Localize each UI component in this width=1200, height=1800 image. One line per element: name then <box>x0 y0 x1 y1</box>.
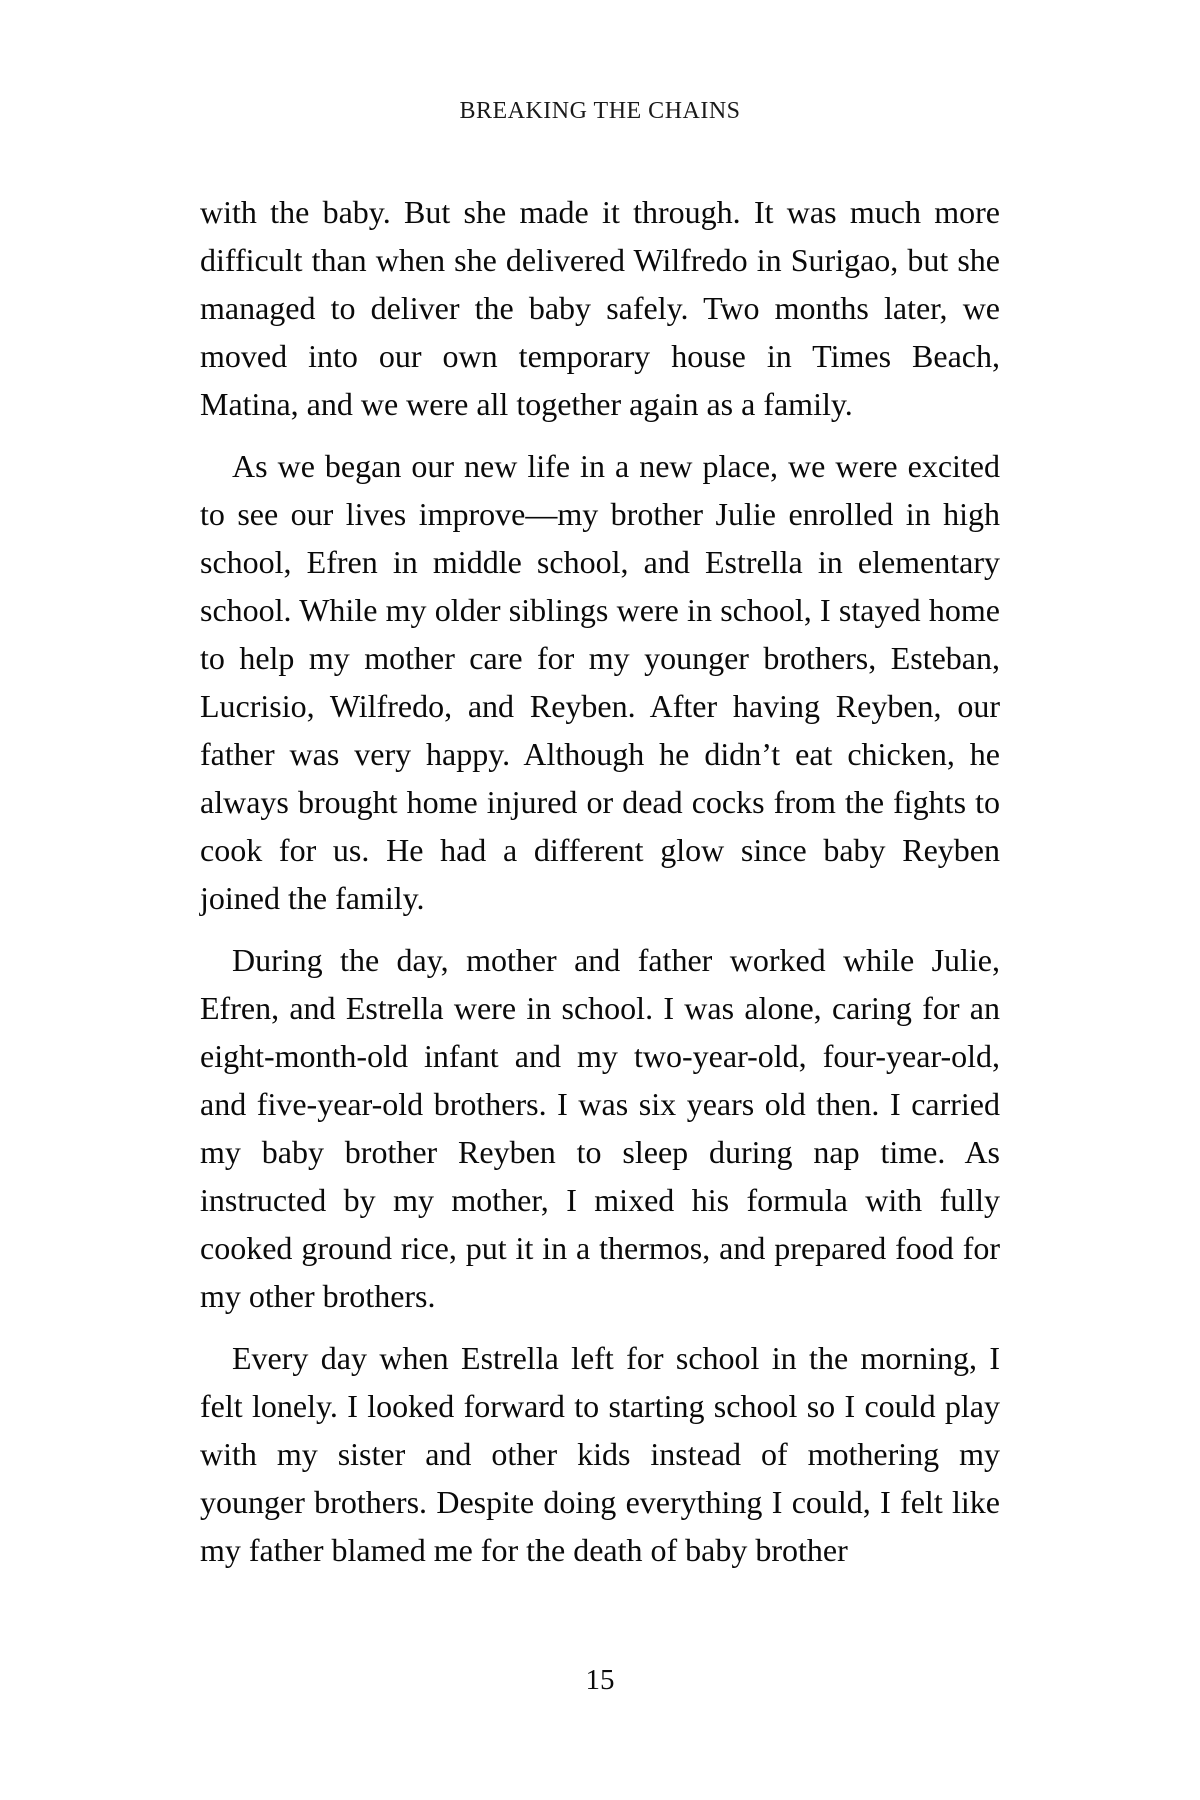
page-body <box>200 188 1000 1574</box>
paragraph-2: As we began our new life in a new place, we were excited to see our lives improve—my brother Julie enrolled in high school, Efren in middle school, and Estrella in elementary school. While my older siblings were in school, I stayed home to help my mother care for my younger brothers, Esteban, Lucrisio, Wilfredo, and Reyben. After having Reyben, our father was very happy. Although he didn’t eat chicken, he always brought home injured or dead cocks from the fights to cook for us. He had a different glow since baby Reyben joined the family. <box>200 448 1000 916</box>
paragraph-3: During the day, mother and father worked while Julie, Efren, and Estrella were in school. I was alone, caring for an eight-month-old infant and my two-year-old, four-year-old, and five-year-old brothers. I was six years old then. I carried my baby brother Reyben to sleep during nap time. As instructed by my mother, I mixed his formula with fully cooked ground rice, put it in a thermos, and prepared food for my other brothers. <box>200 942 1000 1314</box>
page-number: 15 <box>585 1664 615 1696</box>
running-header-title: BREAKING THE CHAINS <box>459 98 741 124</box>
paragraph-1: with the baby. But she made it through. It was much more difficult than when she delivered Wilfredo in Surigao, but she managed to deliver the baby safely. Two months later, we moved into our own temporary house in Times Beach, Matina, and we were all together again as a family. <box>200 194 1000 422</box>
paragraph-4: Every day when Estrella left for school in the morning, I felt lonely. I looked forward to starting school so I could play with my sister and other kids instead of mothering my younger brothers. Despite doing everything I could, I felt like my father blamed me for the death of baby brother <box>200 1340 1000 1568</box>
